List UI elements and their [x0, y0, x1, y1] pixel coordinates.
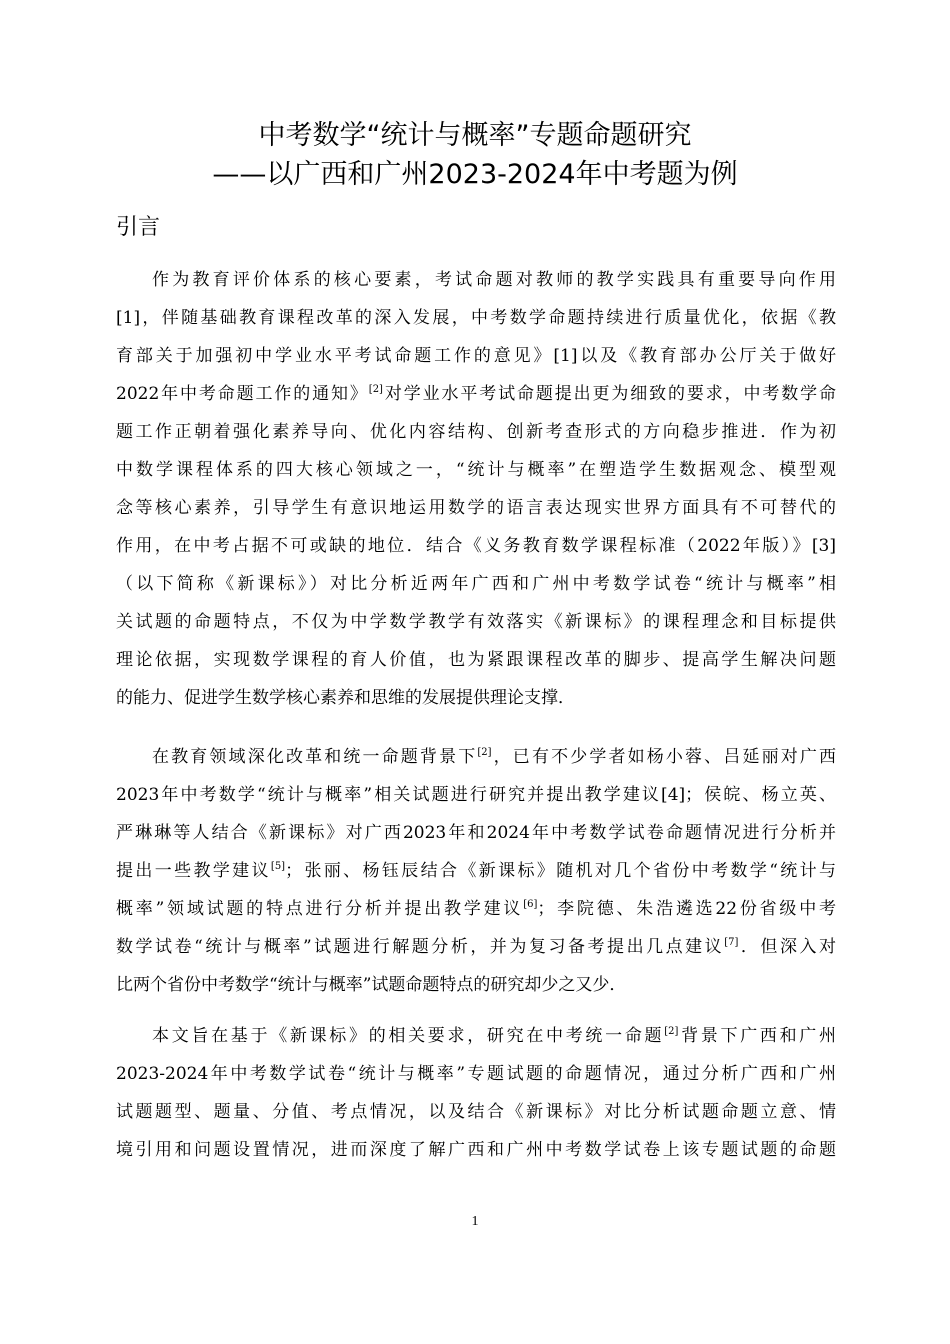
text-line: 境引用和问题设置情况，进而深度了解广西和广州中考数学试卷上该专题试题的命题 [116, 1140, 836, 1160]
text-run: 概率”领域试题的特点进行分析并提出教学建议 [116, 899, 524, 919]
text-line: 的能力、促进学生数学核心素养和思维的发展提供理论支撑． [116, 688, 575, 708]
text-line [116, 1018, 836, 1055]
text-line: 理论依据，实现数学课程的育人价值，也为紧跟课程改革的脚步、提高学生解决问题 [116, 650, 836, 670]
citation-ref: [2] [368, 384, 383, 395]
text-line: 比两个省份中考数学“统计与概率”试题命题特点的研究却少之又少． [116, 975, 627, 995]
text-line: 严琳琳等人结合《新课标》对广西2023年和2024年中考数学试卷命题情况进行分析并 [116, 823, 836, 843]
citation-ref: [2] [477, 747, 492, 758]
subtitle: ——以广西和广州2023-2024年中考题为例 [212, 159, 738, 190]
page-number: 1 [471, 1214, 479, 1229]
citation-ref: [5] [270, 861, 286, 872]
text-line [116, 891, 836, 928]
text-line: （以下简称《新课标》）对比分析近两年广西和广州中考数学试卷“统计与概率”相 [116, 574, 836, 594]
text-line: 作用，在中考占据不可或缺的地位．结合《义务教育数学课程标准（2022年版）》[3] [116, 536, 836, 556]
text-line: 题工作正朝着强化素养导向、优化内容结构、创新考查形式的方向稳步推进．作为初 [116, 422, 836, 442]
text-run: 数学试卷“统计与概率”试题进行解题分析，并为复习备考提出几点建议 [116, 937, 725, 957]
text-run: 本文旨在基于《新课标》的相关要求，研究在中考统一命题 [152, 1026, 665, 1046]
text-run: ．但深入对 [738, 937, 837, 957]
text-line [116, 376, 836, 413]
main-title: 中考数学“统计与概率”专题命题研究 [258, 120, 692, 151]
text-line: 中数学课程体系的四大核心领域之一，“统计与概率”在塑造学生数据观念、模型观 [116, 460, 836, 480]
text-line [116, 853, 836, 890]
text-run: 在教育领域深化改革和统一命题背景下 [152, 747, 478, 767]
text-line: 2023-2024年中考数学试卷“统计与概率”专题试题的命题情况，通过分析广西和广州 [116, 1064, 836, 1084]
text-line: 育部关于加强初中学业水平考试命题工作的意见》[1]以及《教育部办公厅关于做好 [116, 346, 836, 366]
citation-ref: [2] [664, 1026, 679, 1037]
text-run: 对学业水平考试命题提出更为细致的要求，中考数学命 [382, 384, 837, 404]
text-line: 2023年中考数学“统计与概率”相关试题进行研究并提出教学建议[4]；侯皖、杨立英、 [116, 785, 836, 805]
text-run: 提出一些教学建议 [116, 861, 271, 881]
text-run: 2022年中考命题工作的通知》 [116, 384, 369, 404]
citation-ref: [7] [724, 937, 739, 948]
text-line: 试题题型、题量、分值、考点情况，以及结合《新课标》对比分析试题命题立意、情 [116, 1102, 836, 1122]
text-run: ；李院德、朱浩遴选22份省级中考 [537, 899, 836, 919]
text-line: 关试题的命题特点，不仅为中学数学教学有效落实《新课标》的课程理念和目标提供 [116, 612, 836, 632]
section-heading: 引言 [116, 215, 161, 240]
text-line [116, 739, 836, 776]
text-line: 作为教育评价体系的核心要素，考试命题对教师的教学实践具有重要导向作用 [152, 270, 836, 290]
text-run: ，已有不少学者如杨小蓉、吕延丽对广西 [491, 747, 837, 767]
text-line: 念等核心素养，引导学生有意识地运用数学的语言表达现实世界方面具有不可替代的 [116, 498, 836, 518]
text-line: [1]，伴随基础教育课程改革的深入发展，中考数学命题持续进行质量优化，依据《教 [116, 308, 836, 328]
text-run: 背景下广西和广州 [678, 1026, 837, 1046]
text-run: ；张丽、杨钰辰结合《新课标》随机对几个省份中考数学“统计与 [285, 861, 836, 881]
text-line [116, 929, 836, 966]
citation-ref: [6] [523, 899, 538, 910]
